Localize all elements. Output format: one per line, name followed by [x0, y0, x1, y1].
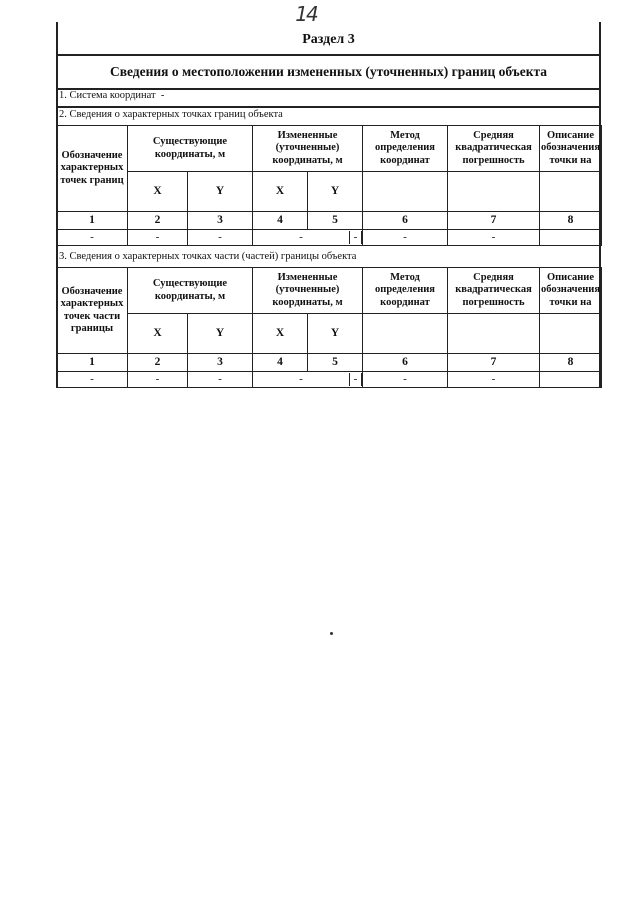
- coordinate-system-value: -: [160, 90, 165, 101]
- method-subcell: [363, 314, 448, 354]
- error-header: Средняя квадратическая погрешность: [448, 268, 540, 314]
- section-frame: [56, 22, 601, 388]
- table-row: [57, 372, 602, 388]
- column-number: 3: [188, 212, 253, 230]
- column-number: 6: [363, 354, 448, 372]
- table-cell: -: [299, 231, 303, 244]
- part-points-caption: 3. Сведения о характерных точках части (частей) границы объекта: [59, 251, 357, 262]
- description-header: [540, 126, 602, 172]
- table-cell: -: [188, 230, 253, 246]
- table-cell: -: [299, 373, 303, 386]
- part-points-table: [56, 267, 602, 388]
- object-points-table: [56, 125, 602, 246]
- changed-x-header: X: [253, 314, 308, 354]
- description-subcell: [540, 172, 602, 212]
- page-number: 14: [295, 2, 317, 26]
- table-cell-merged: [253, 230, 363, 246]
- coord-system-bottom-rule: [56, 106, 601, 108]
- column-number: 8: [540, 212, 602, 230]
- existing-coords-header: Существующие координаты, м: [128, 268, 253, 314]
- error-subcell: [448, 314, 540, 354]
- designation-header: Обозначение характерных точек части границы: [57, 268, 128, 354]
- table-cell-merged: [253, 372, 363, 388]
- column-number: 8: [540, 354, 602, 372]
- table-cell: -: [128, 230, 188, 246]
- changed-coords-header: Измененные (уточненные) координаты, м: [253, 268, 363, 314]
- error-subcell: [448, 172, 540, 212]
- changed-coords-header: Измененные (уточненные) координаты, м: [253, 126, 363, 172]
- designation-header: Обозначение характерных точек границ: [57, 126, 128, 212]
- column-number: 4: [253, 354, 308, 372]
- column-number: 1: [57, 354, 128, 372]
- table-row: [57, 230, 602, 246]
- table-cell: -: [349, 373, 362, 386]
- section-title: Раздел 3: [302, 32, 355, 47]
- description-subcell: [540, 314, 602, 354]
- table-cell: -: [363, 230, 448, 246]
- table-cell: -: [448, 230, 540, 246]
- column-number: 5: [308, 354, 363, 372]
- column-number: 3: [188, 354, 253, 372]
- column-number: 7: [448, 354, 540, 372]
- table-cell: -: [188, 372, 253, 388]
- method-subcell: [363, 172, 448, 212]
- column-number: 5: [308, 212, 363, 230]
- coordinate-system-label: 1. Система координат: [59, 90, 156, 101]
- scan-speck: [330, 632, 333, 635]
- column-number: 2: [128, 212, 188, 230]
- changed-x-header: X: [253, 172, 308, 212]
- table-cell: -: [349, 231, 362, 244]
- description-header-text: Описание обозначения точки на: [540, 130, 601, 166]
- column-number: 7: [448, 212, 540, 230]
- table-cell: -: [57, 372, 128, 388]
- coordinate-system-line: [59, 90, 164, 101]
- description-header: [540, 268, 602, 314]
- column-number: 4: [253, 212, 308, 230]
- changed-y-header: Y: [308, 172, 363, 212]
- table-cell: -: [363, 372, 448, 388]
- table-cell: -: [128, 372, 188, 388]
- description-header-text: Описание обозначения точки на: [540, 272, 601, 308]
- existing-x-header: X: [128, 172, 188, 212]
- frame-top-rule: [56, 54, 601, 56]
- error-header: Средняя квадратическая погрешность: [448, 126, 540, 172]
- table-cell: -: [448, 372, 540, 388]
- changed-y-header: Y: [308, 314, 363, 354]
- method-header: Метод определения координат: [363, 268, 448, 314]
- table-cell: -: [57, 230, 128, 246]
- existing-y-header: Y: [188, 172, 253, 212]
- existing-x-header: X: [128, 314, 188, 354]
- table-cell: [540, 372, 602, 388]
- existing-coords-header: Существующие координаты, м: [128, 126, 253, 172]
- column-number: 6: [363, 212, 448, 230]
- existing-y-header: Y: [188, 314, 253, 354]
- table-cell: [540, 230, 602, 246]
- method-header: Метод определения координат: [363, 126, 448, 172]
- column-number: 2: [128, 354, 188, 372]
- object-points-caption: 2. Сведения о характерных точках границ объекта: [59, 109, 283, 120]
- section-heading: Сведения о местоположении измененных (уточненных) границ объекта: [109, 64, 548, 79]
- column-number: 1: [57, 212, 128, 230]
